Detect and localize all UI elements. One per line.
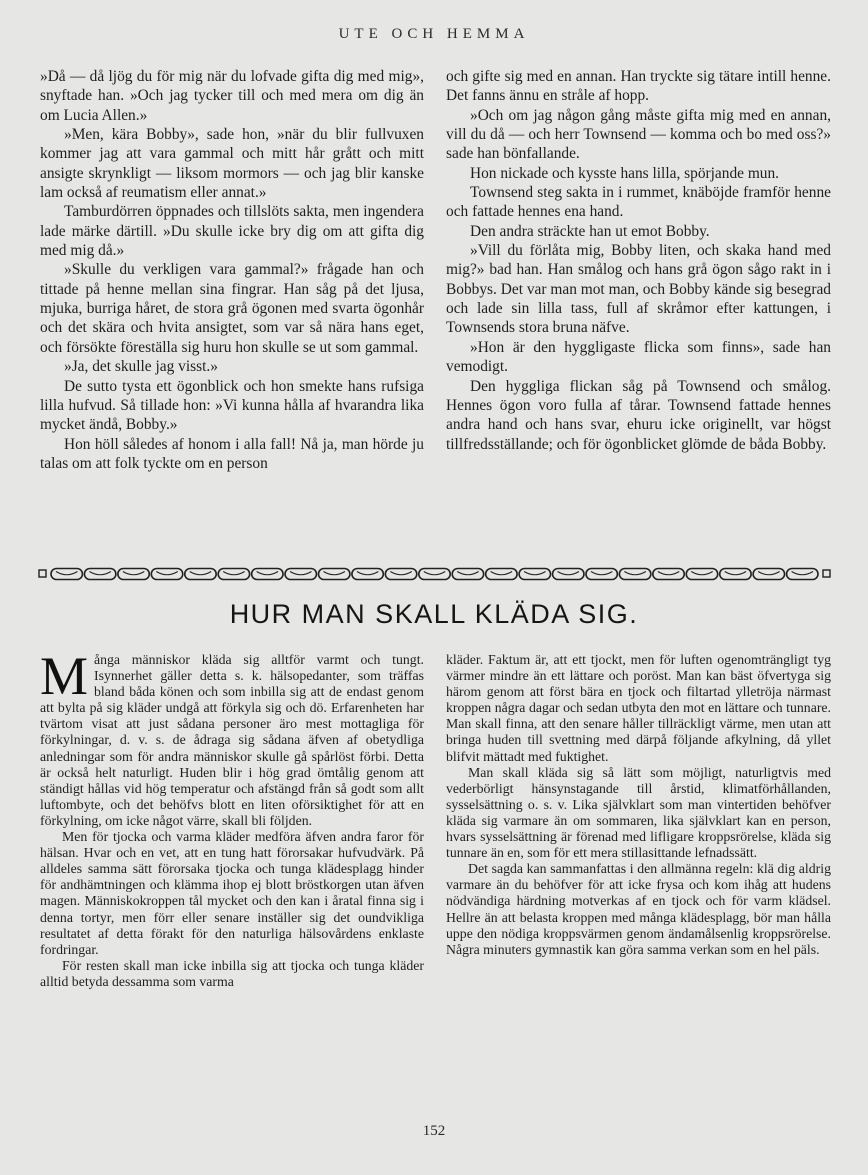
ornament-swirl <box>792 572 813 575</box>
ornament-link <box>318 569 349 580</box>
ornament-link <box>686 569 717 580</box>
ornament-link <box>486 569 517 580</box>
ornament-link <box>118 569 149 580</box>
article-column-right <box>446 652 831 958</box>
ornament-link <box>452 569 483 580</box>
ornament-swirl <box>691 572 712 575</box>
story-paragraph: »Hon är den hyggligaste flicka som finns», sade han vemodigt. <box>446 338 831 376</box>
ornament-swirl <box>357 572 378 575</box>
story-paragraph: Den andra sträckte han ut emot Bobby. <box>470 222 710 240</box>
ornament-link <box>51 569 82 580</box>
ornament-swirl <box>156 572 177 575</box>
ornament-swirl <box>725 572 746 575</box>
ornament-swirl <box>257 572 278 575</box>
ornament-link <box>352 569 383 580</box>
story-column-right <box>446 67 831 454</box>
story-column-left <box>40 67 424 473</box>
ornament-swirl <box>658 572 679 575</box>
ornament-swirl <box>624 572 645 575</box>
ornament-swirl <box>424 572 445 575</box>
ornament-swirl <box>323 572 344 575</box>
article-paragraph: Men för tjocka och varma kläder medföra äfven andra faror för hälsan. Hvar och en vet, att en tung hatt förorsakar hufvudvärk. På alldeles samma sätt förorsaka tjocka och tunga klädesplagg hinder för andhämtningen och klämma ihop ej blott bröstkorgen utan äfven magen. Människokroppen tål mycket och den kan i åratal finna sig i denna tortyr, men förr eller senare inställer sig det oundvikliga resultatet af detta förakt för den naturliga hälsovårdens enklaste fordringar. <box>40 829 424 957</box>
ornament-link <box>653 569 684 580</box>
ornament-swirl <box>223 572 244 575</box>
article-column-left <box>40 646 424 990</box>
ornament-swirl <box>491 572 512 575</box>
ornament-swirl <box>89 572 110 575</box>
ornament-link <box>185 569 216 580</box>
article-paragraph: kläder. Faktum är, att ett tjockt, men för luften ogenomträngligt tyg värmer mindre än ett lättare och poröst. Man kan bäst öfvertyga sig härom genom att först bära en tjock och filtartad ylletröja närmast kroppen några dagar och sedan utbyta den mot en lättare och tunnare. Man skall finna, att den senare håller tillräckligt värme, men utan att bringa huden till svettning med därpå följande afkylning, då yllet blifvit mättadt med fuktighet. <box>446 652 831 764</box>
ornament-swirl <box>758 572 779 575</box>
ornament-swirl <box>123 572 144 575</box>
ornament-link <box>419 569 450 580</box>
story-paragraph: »Då — då ljög du för mig när du lofvade gifta dig med mig», snyftade han. »Och jag tycker till och med mera om dig än om Lucia Allen.» <box>40 68 424 124</box>
story-paragraph: och gifte sig med en annan. Han tryckte sig tätare intill henne. Det fanns ännu en stråle af hopp. <box>446 68 831 105</box>
ornament-link <box>720 569 751 580</box>
ornament-swirl <box>524 572 545 575</box>
story-paragraph: Townsend steg sakta in i rummet, knäböjde framför henne och fattade hennes ena hand. <box>446 184 831 221</box>
ornament-link <box>753 569 784 580</box>
ornament-swirl <box>591 572 612 575</box>
story-paragraph: De sutto tysta ett ögonblick och hon smekte hans rufsiga lilla hufvud. Så tillade hon: »Vi kunna hålla af hvarandra lika mycket ändå, Bobby.» <box>40 377 424 434</box>
ornament-swirl <box>290 572 311 575</box>
ornament-link <box>787 569 818 580</box>
running-head: UTE OCH HEMMA <box>338 26 530 42</box>
ornament-link <box>218 569 249 580</box>
ornament-end-square <box>39 570 46 577</box>
story-paragraph: Hon nickade och kysste hans lilla, spörjande mun. <box>470 164 780 182</box>
story-paragraph: Hon höll således af honom i alla fall! Nå ja, man hörde ju talas om att folk tyckte om en person <box>40 435 424 472</box>
story-paragraph: »Vill du förlåta mig, Bobby liten, och skaka hand med mig?» bad han. Han smålog och hans grå ögon sågo rakt in i Bobbys. Det var man mot man, och Bobby kände sig besegrad och lade sin lilla tass, full af skråmor efter kattungen, i Townsends stora bruna näfve. <box>446 242 831 337</box>
drop-cap: M <box>40 646 89 706</box>
story-paragraph: Den hyggliga flickan såg på Townsend och smålog. Hennes ögon voro fulla af tårar. Townsend fattade hennes andra hand och hans svar, ehuru icke originellt, var högst tillfredsställande; och för ögonblicket glömde de båda Bobby. <box>446 377 831 453</box>
ornament-link <box>84 569 115 580</box>
story-paragraph: »Skulle du verkligen vara gammal?» frågade han och tittade på henne mellan sina fingrar. Han såg på det ljusa, mjuka, burriga håret, de stora grå ögonen med svarta ögonhår och det skära och hvita ansigtet, som var så nära hans eget, och försökte föreställa sig huru hon skulle se ut som gammal. <box>40 261 424 356</box>
ornament-link <box>519 569 550 580</box>
story-paragraph: »Ja, det skulle jag visst.» <box>64 358 218 376</box>
ornament-link <box>553 569 584 580</box>
article-paragraph: För resten skall man icke inbilla sig att tjocka och tunga kläder alltid betyda dessamma som varma <box>40 957 424 989</box>
ornament-swirl <box>56 572 77 575</box>
article-paragraph-text: ånga människor kläda sig alltför varmt och tungt. Isynnerhet gäller detta s. k. hälsopedanter, som träffas bland båda könen och som inbilla sig att de endast genom att bylta på sig kläder undgå att förkyla sig och dö. Erfarenheten har tvärtom visat att just sådana personer äro mest mottagliga för förkylningar, d. v. s. de ådraga sig sådana äfven af obetydliga anledningar som för andra människor skulle gå spårlöst förbi. Detta är också helt naturligt. Huden blir i hög grad ömtålig genom att ständigt hållas vid hög temperatur och afstängd från så godt som allt luftombyte, och det behöfvs blott en liten oförsiktighet för att en förkylning, om icke något värre, skall bli följden. <box>40 652 424 828</box>
page-number: 152 <box>422 1123 446 1139</box>
story-paragraph: »Men, kära Bobby», sade hon, »när du blir fullvuxen kommer jag att vara gammal och mitt hår grått och mitt ansigte skrynkligt — liksom mormors — och jag blir kanske lam också af reumatism eller annat.» <box>40 126 424 202</box>
ornament-link <box>285 569 316 580</box>
ornament-link <box>586 569 617 580</box>
story-paragraph: Tamburdörren öppnades och tillslöts sakta, men ingendera lade märke därtill. »Du skulle icke bry dig om att gifta dig med mig då.» <box>40 203 424 260</box>
article-title: HUR MAN SKALL KLÄDA SIG. <box>229 599 639 629</box>
ornament-link <box>252 569 283 580</box>
ornament-link <box>385 569 416 580</box>
ornamental-divider <box>38 566 831 582</box>
ornament-end-square <box>823 570 830 577</box>
ornament-link <box>619 569 650 580</box>
story-paragraph: »Och om jag någon gång måste gifta mig med en annan, vill du då — och herr Townsend — komma och bo med oss?» sade han bönfallande. <box>446 106 831 163</box>
ornament-swirl <box>457 572 478 575</box>
article-paragraph: Det sagda kan sammanfattas i den allmänna regeln: klä dig aldrig varmare än du behöfver för att icke frysa och kom ihåg att hudens nödvändiga härdning motverkas af en tjock och för varm klädsel. Hellre än att belasta kroppen med många klädesplagg, bör man hålla uppe den nödiga kroppsvärmen genom ändamålsenlig kroppsrörelse. Några minuters gymnastik kan göra samma verkan som en hel päls. <box>446 861 831 957</box>
article-paragraph: Man skall kläda sig så lätt som möjligt, naturligtvis med vederbörligt hänsynstagande till årstid, klimatförhållanden, sysselsättning o. s. v. Lika självklart som man vintertiden behöfver kläda sig varmare än om sommaren, lika självklart kan en person, hvars sysselsättning är förenad med lifligare kroppsrörelse, kläda sig tunnare än en, som för ett mera stillasittande lefnadssätt. <box>446 764 831 861</box>
ornament-swirl <box>390 572 411 575</box>
ornament-link <box>151 569 182 580</box>
article-paragraph <box>40 646 424 829</box>
ornament-swirl <box>558 572 579 575</box>
ornament-swirl <box>190 572 211 575</box>
